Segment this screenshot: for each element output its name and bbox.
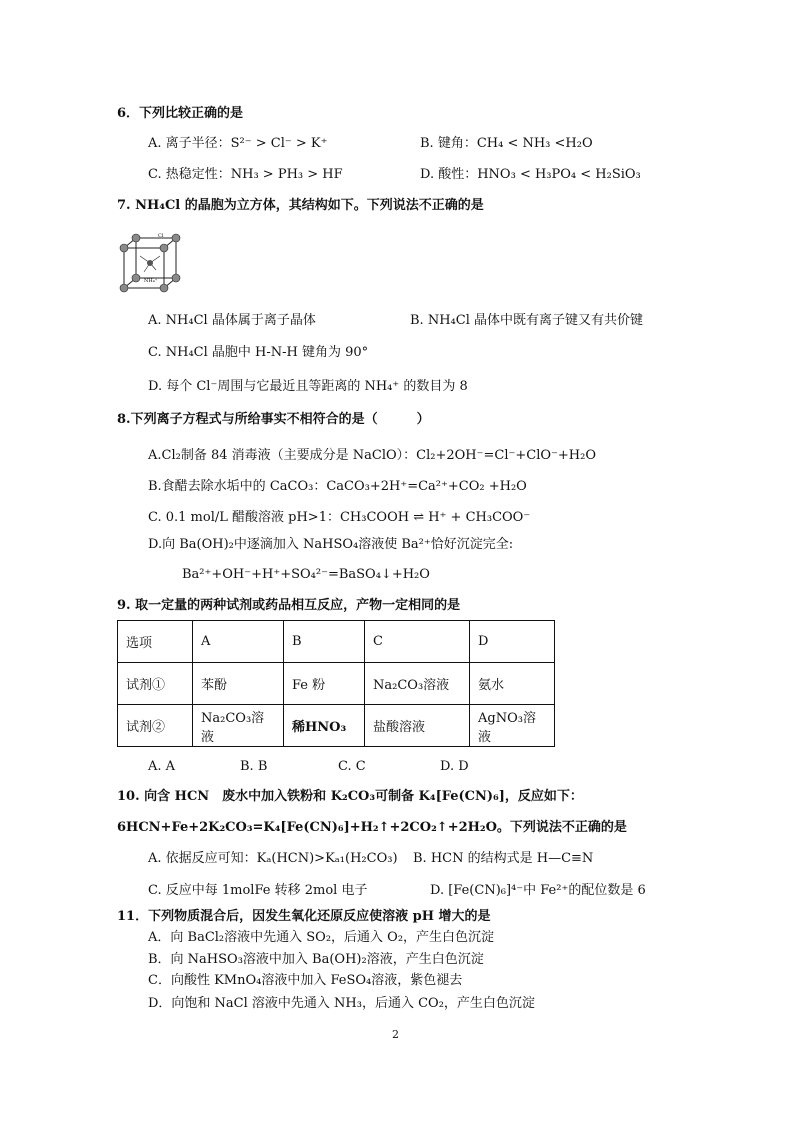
table-cell: D — [470, 621, 555, 663]
table-cell: AgNO₃溶液 — [470, 705, 555, 747]
q9-option-c: C. C — [338, 759, 366, 774]
table-cell: 试剂① — [118, 663, 193, 705]
q10-option-d: D. [Fe(CN)₆]⁴⁻中 Fe²⁺的配位数是 6 — [430, 883, 646, 898]
table-cell: Fe 粉 — [284, 663, 365, 705]
q9-option-a: A. A — [148, 759, 176, 774]
q8-option-d-equation: Ba²⁺+OH⁻+H⁺+SO₄²⁻=BaSO₄↓+H₂O — [182, 567, 430, 582]
table-row — [118, 705, 555, 747]
q10-option-a: A. 依据反应可知：Kₐ(HCN)>Kₐ₁(H₂CO₃) — [148, 851, 398, 866]
table-cell: B — [284, 621, 365, 663]
table-cell: 氨水 — [470, 663, 555, 705]
q7-stem: 7. NH₄Cl 的晶胞为立方体，其结构如下。下列说法不正确的是 — [117, 198, 484, 213]
table-cell: 试剂② — [118, 705, 193, 747]
nh4-label: NH₄⁺ — [144, 278, 158, 284]
q8-option-b: B.食醋去除水垢中的 CaCO₃：CaCO₃+2H⁺=Ca²⁺+CO₂ +H₂O — [148, 479, 527, 494]
table-cell: 苯酚 — [193, 663, 284, 705]
reagent-table — [117, 620, 555, 747]
table-cell: C — [365, 621, 470, 663]
q7-option-c: C. NH₄Cl 晶胞中 H-N-H 键角为 90° — [148, 345, 369, 360]
nh4cl-unit-cell-diagram — [118, 232, 182, 296]
q6-option-d: D. 酸性：HNO₃ < H₃PO₄ < H₂SiO₃ — [420, 167, 641, 182]
q11-option-b: B．向 NaHSO₃溶液中加入 Ba(OH)₂溶液，产生白色沉淀 — [148, 952, 484, 967]
table-cell: Na₂CO₃溶液 — [365, 663, 470, 705]
q10-stem-line1: 10. 向含 HCN 废水中加入铁粉和 K₂CO₃可制备 K₄[Fe(CN)₆]，反应如下： — [117, 789, 583, 804]
q11-stem: 11．下列物质混合后，因发生氧化还原反应使溶液 pH 增大的是 — [117, 909, 491, 924]
q9-stem: 9. 取一定量的两种试剂或药品相互反应，产物一定相同的是 — [117, 598, 461, 613]
table-cell: 选项 — [118, 621, 193, 663]
q10-option-b: B. HCN 的结构式是 H—C≡N — [413, 851, 594, 866]
table-row — [118, 663, 555, 705]
q10-option-c: C. 反应中每 1molFe 转移 2mol 电子 — [148, 883, 368, 898]
q7-option-b: B. NH₄Cl 晶体中既有离子键又有共价键 — [410, 313, 643, 328]
table-cell: 稀HNO₃ — [284, 705, 365, 747]
page-number: 2 — [392, 1028, 399, 1041]
q8-stem: 8.下列离子方程式与所给事实不相符合的是（ ） — [117, 412, 430, 427]
q10-stem-line2: 6HCN+Fe+2K₂CO₃=K₄[Fe(CN)₆]+H₂↑+2CO₂↑+2H₂O。下列说法不正确的是 — [117, 820, 627, 835]
table-row — [118, 621, 555, 663]
q7-option-a: A. NH₄Cl 晶体属于离子晶体 — [148, 313, 316, 328]
q9-option-b: B. B — [240, 759, 268, 774]
q11-option-a: A．向 BaCl₂溶液中先通入 SO₂，后通入 O₂，产生白色沉淀 — [148, 930, 495, 945]
q6-option-c: C. 热稳定性：NH₃ > PH₃ > HF — [148, 167, 343, 182]
table-cell: A — [193, 621, 284, 663]
table-cell: 盐酸溶液 — [365, 705, 470, 747]
q9-option-d: D. D — [440, 759, 469, 774]
q8-option-d: D.向 Ba(OH)₂中逐滴加入 NaHSO₄溶液使 Ba²⁺恰好沉淀完全: — [148, 537, 514, 552]
q7-option-d: D. 每个 Cl⁻周围与它最近且等距离的 NH₄⁺ 的数目为 8 — [148, 379, 468, 394]
cl-label: Cl — [158, 233, 164, 239]
q8-option-c: C. 0.1 mol/L 醋酸溶液 pH>1：CH₃COOH ⇌ H⁺ + CH₃COO⁻ — [148, 510, 531, 525]
q11-option-d: D．向饱和 NaCl 溶液中先通入 NH₃，后通入 CO₂，产生白色沉淀 — [148, 996, 535, 1011]
q6-stem: 6．下列比较正确的是 — [117, 106, 244, 121]
q6-option-a: A. 离子半径：S²⁻ > Cl⁻ > K⁺ — [148, 136, 328, 151]
q8-option-a: A.Cl₂制备 84 消毒液（主要成分是 NaClO）：Cl₂+2OH⁻=Cl⁻+ClO⁻+H₂O — [148, 448, 596, 463]
q6-option-b: B. 键角：CH₄ < NH₃ <H₂O — [420, 136, 593, 151]
table-cell: Na₂CO₃溶液 — [193, 705, 284, 747]
q11-option-c: C．向酸性 KMnO₄溶液中加入 FeSO₄溶液，紫色褪去 — [148, 973, 463, 988]
